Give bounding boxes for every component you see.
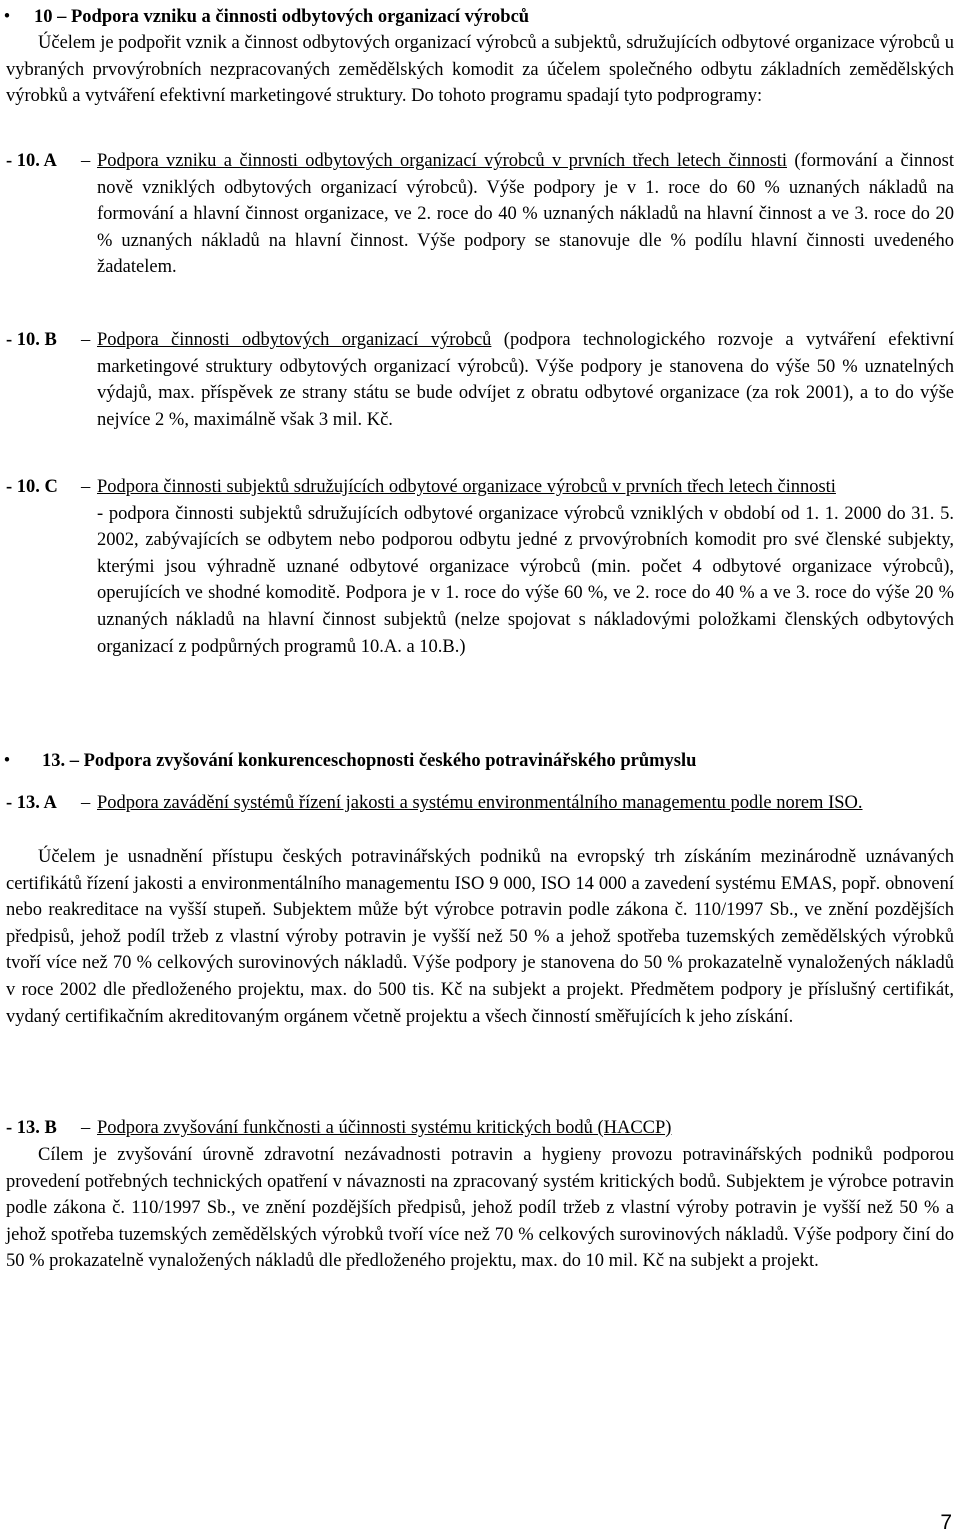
subprogram-10c-text: - podpora činnosti subjektů sdružujících odbytové organizace výrobců vzniklých v období od 1. 1. 2000 do 31. 5. 2002, zabývajících se odbytem nebo podporou odbytu jedné z prvovýrobních komodit pro své členské subjekty, kterými jsou výhradně uznané odbytové organizace výrobců (min. počet 4 odbytové organizace výrobců), operujících ve shodné komoditě. Podpora je v 1. roce do výše 60 %, ve 2. roce do 40 % a ve 3. roce do výše 20 % uznaných nákladů na hlavní činnost subjektů (nelze spojovat s nákladovými položkami členských odbytových organizací z podpůrných programů 10.A. a 10.B.) [97,503,954,657]
subprogram-13a-code: - 13. A [6,793,57,813]
bullet-icon: • [3,7,11,27]
subprogram-10b-text: (podpora technologického rozvoje a vytváření efektivní marketingové struktury odbytových organizací výrobců). Výše podpory je stanovena do výše 50 % uznatelných výdajů, max. příspěvek ze strany státu se bude odvíjet z obratu odbytové organizace (za rok 2001), a to do výše nejvíce 2 %, maximálně však 3 mil. Kč. [97,330,954,430]
section-10-intro: Účelem je podpořit vznik a činnost odbytových organizací výrobců a subjektů, sdružujících odbytové organizace výrobců u vybraných prvovýrobních nezpracovaných zemědělských komodit za účelem společného odbytu základních zemědělských výrobků a vytváření efektivní marketingové struktury. Do tohoto programu spadají tyto podprogramy: [6,33,954,107]
subprogram-13b-title-box [97,1115,954,1142]
subprogram-13a-title: Podpora zavádění systémů řízení jakosti a systému environmentálního managementu podle norem ISO. [97,793,863,813]
subprogram-13b-dash: – [81,1118,91,1138]
subprogram-10c-body [97,474,954,660]
subprogram-10a-text: (formování a činnost nově vzniklých odbytových organizací výrobců). Výše podpory je v 1. roce do 60 % uznaných nákladů na formování a hlavní činnost organizace, ve 2. roce do 40 % uznaných nákladů na hlavní činnost a ve 3. roce do 20 % uznaných nákladů na hlavní činnost. Výše podpory se stanovuje dle % podílu hlavní činnosti uvedeného žadatelem. [97,151,955,278]
subprogram-10b-body [97,327,954,433]
subprogram-10c-code: - 10. C [6,477,58,497]
subprogram-13b-text: Cílem je zvyšování úrovně zdravotní nezávadnosti potravin a hygieny provozu potravinářských podniků podporou provedení potřebných technických opatření v návaznosti na zpracovaný systém kritických bodů. Subjektem je výrobce potravin podle zákona č. 110/1997 Sb., ve znění pozdějších předpisů, jehož podíl tržeb z vlastní výroby potravin je vyšší než 50 % a jehož spotřeba tuzemských zemědělských výrobků tvoří více než 70 % celkových surovinových nákladů. Výše podpory činí do 50 % prokazatelně vynaložených nákladů dle předloženého projektu, max. do 10 mil. Kč na subjekt a projekt. [6,1145,954,1272]
subprogram-13b-code: - 13. B [6,1118,57,1138]
subprogram-10a-code: - 10. A [6,151,57,171]
subprogram-10c-title: Podpora činnosti subjektů sdružujících odbytové organizace výrobců v prvních třech letech činnosti [97,477,836,497]
subprogram-10b-dash: – [81,330,91,350]
subprogram-10a-title: Podpora vzniku a činnosti odbytových organizací výrobců v prvních třech letech činnosti [97,151,788,171]
subprogram-13a-text: Účelem je usnadnění přístupu českých potravinářských podniků na evropský trh získáním mezinárodně uznávaných certifikátů řízení jakosti a environmentálního managementu ISO 9 000, ISO 14 000 a zavedení systému EMAS, popř. obnovení nebo reakreditace na vyšší stupeň. Subjektem může být výrobce potravin podle zákona č. 110/1997 Sb., ve znění pozdějších předpisů, jehož podíl tržeb z vlastní výroby potravin je vyšší než 50 % a jehož spotřeba tuzemských zemědělských výrobků tvoří více než 70 % celkových surovinových nákladů. Výše podpory je stanovena do 50 % prokazatelně vynaložených nákladů v roce 2002 dle předloženého projektu, max. do 500 tis. Kč na subjekt a projekt. Předmětem podpory je příslušný certifikát, vydaný certifikačním akreditovaným orgánem včetně projektu a všech činností směřujících k jeho získání. [6,847,954,1027]
subprogram-13a-title-box [97,790,954,817]
subprogram-13b-title: Podpora zvyšování funkčnosti a účinnosti systému kritických bodů (HACCP) [97,1118,672,1138]
subprogram-10a-body [97,148,954,281]
subprogram-10b-title: Podpora činnosti odbytových organizací výrobců [97,330,492,350]
subprogram-10b-code: - 10. B [6,330,57,350]
page-number: 7 [940,1511,952,1534]
subprogram-10a-dash: – [81,151,91,171]
bullet-icon: • [3,751,11,771]
section-13-title: 13. – Podpora zvyšování konkurenceschopnosti českého potravinářského průmyslu [42,751,697,771]
section-10-title: 10 – Podpora vzniku a činnosti odbytových organizací výrobců [34,7,530,27]
subprogram-13a-dash: – [81,793,91,813]
subprogram-10c-dash: – [81,477,91,497]
